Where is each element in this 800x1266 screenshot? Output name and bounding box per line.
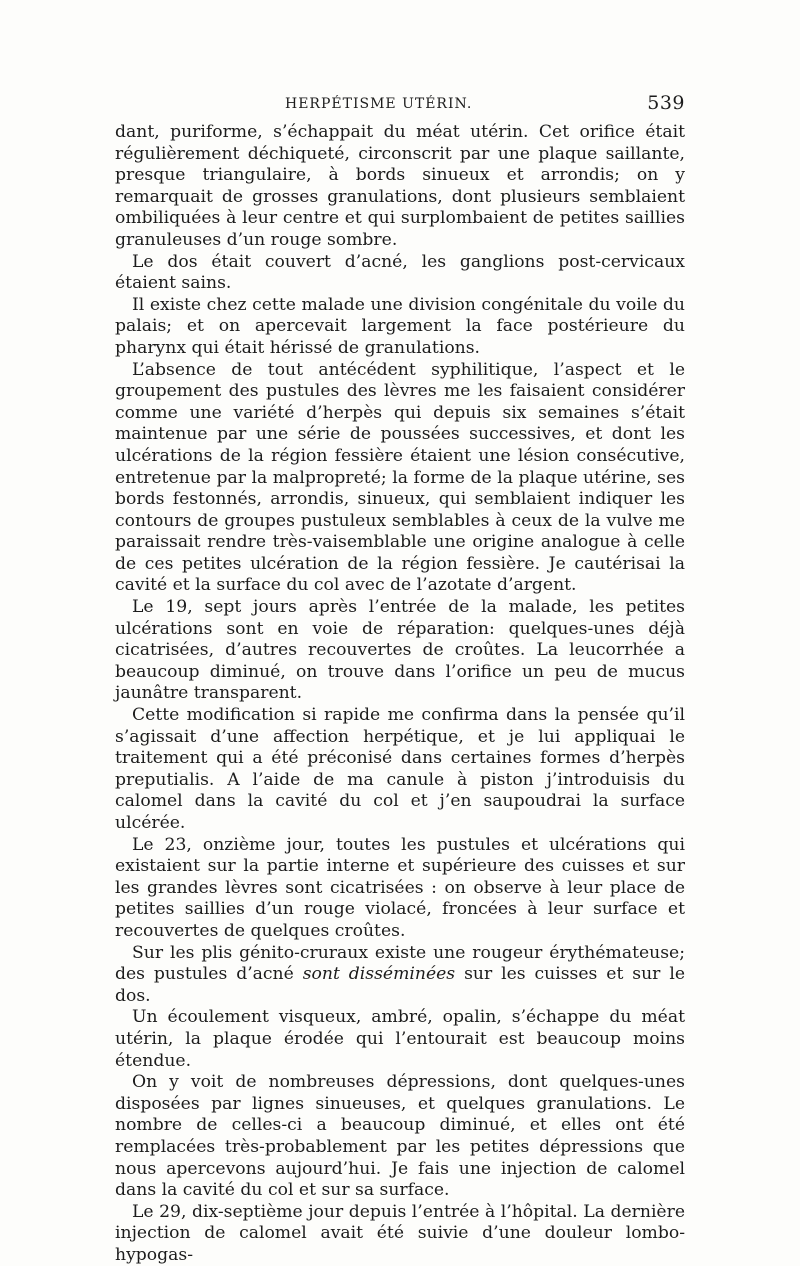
paragraph: Il existe chez cette malade une division congénitale du voile du palais; et on apercevait largement la face postérieure du pharynx qui était hérissé de granulations.: [115, 294, 685, 358]
paragraph-text: Sur les plis génito-cruraux existe une rougeur érythémateuse; des pustules d’acné: [115, 942, 685, 985]
paragraph: Le 29, dix-septième jour depuis l’entrée à l’hôpital. La dernière injection de calomel avait été suivie d’une douleur lombo-hypogas-: [115, 1201, 685, 1265]
paragraph: Le dos était couvert d’acné, les ganglions post-cervicaux étaient sains.: [115, 251, 685, 294]
paragraph: dant, puriforme, s’échappait du méat utérin. Cet orifice était régulièrement déchiqueté, circonscrit par une plaque saillante, presque triangulaire, à bords sinueux et arrondis; on y remarquait de grosses granulations, dont plusieurs semblaient ombiliquées à leur centre et qui surplombaient de petites saillies granuleuses d’un rouge sombre.: [115, 122, 685, 250]
paragraph: Le 23, onzième jour, toutes les pustules et ulcérations qui existaient sur la partie interne et supérieure des cuisses et sur les grandes lèvres sont cicatrisées : on observe à leur place de petites saillies d’un rouge violacé, froncées à leur surface et recouvertes de quelques croûtes.: [115, 834, 685, 941]
paragraph: Cette modification si rapide me confirma dans la pensée qu’il s’agissait d’une affection herpétique, et je lui appliquai le traitement qui a été préconisé dans certaines formes d’herpès preputialis. A l’aide de ma canule à piston j’introduisis du calomel dans la cavité du col et j’en saupoudrai la surface ulcérée.: [115, 705, 685, 833]
page-number: 539: [647, 92, 685, 114]
paragraph: L’absence de tout antécédent syphilitique, l’aspect et le groupement des pustules des lèvres me les faisaient considérer comme une variété d’herpès qui depuis six semaines s’était maintenue par une série de poussées successives, et dont les ulcérations de la région fessière étaient une lésion consécutive, entretenue par la malpropreté; la forme de la plaque utérine, ses bords festonnés, arrondis, sinueux, qui semblaient indiquer les contours de groupes pustuleux semblables à ceux de la vulve me paraissait rendre très-vaisemblable une origine analogue à celle de ces petites ulcération de la région fessière. Je cautérisai la cavité et la surface du col avec de l’azotate d’argent.: [115, 359, 685, 596]
paragraph: [115, 943, 685, 1008]
body-text: [115, 122, 685, 1266]
italic-phrase: sont disséminées: [302, 964, 456, 985]
book-page: [115, 92, 685, 1266]
paragraph: Un écoulement visqueux, ambré, opalin, s’échappe du méat utérin, la plaque érodée qui l’entourait est beaucoup moins étendue.: [115, 1007, 685, 1071]
paragraph: Le 19, sept jours après l’entrée de la malade, les petites ulcérations sont en voie de réparation: quelques-unes déjà cicatrisées, d’autres recouvertes de croûtes. La leucorrhée a beaucoup diminué, on trouve dans l’orifice un peu de mucus jaunâtre transparent.: [115, 597, 685, 704]
paragraph: On y voit de nombreuses dépressions, dont quelques-unes disposées par lignes sinueuses, et quelques granulations. Le nombre de celles-ci a beaucoup diminué, et elles ont été remplacées très-probablement par les petites dépressions que nous apercevons aujourd’hui. Je fais une injection de calomel dans la cavité du col et sur sa surface.: [115, 1072, 685, 1201]
paragraph-text: sur les cuisses et sur le dos.: [115, 964, 685, 1006]
running-title: HERPÉTISME UTÉRIN.: [285, 96, 473, 112]
running-header: [115, 92, 685, 122]
